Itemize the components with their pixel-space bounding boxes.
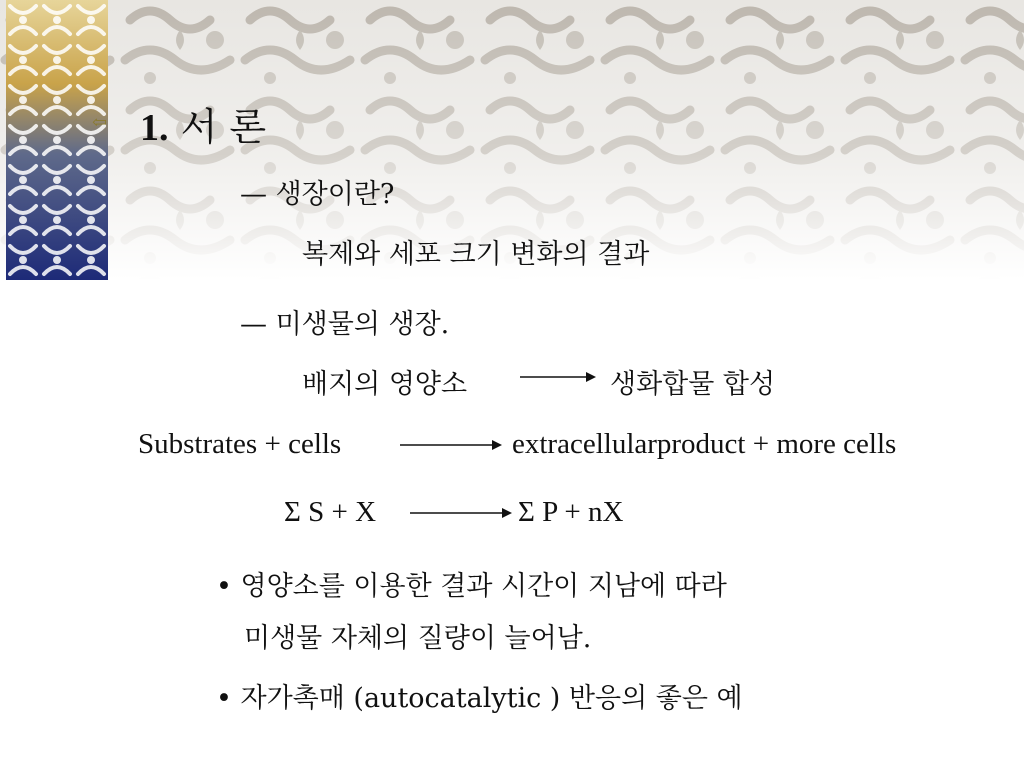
equation2-right: Σ P + nX (518, 496, 624, 528)
equation2-left: Σ S + X (284, 496, 377, 528)
bullet1-line1: • 영양소를 이용한 결과 시간이 지남에 따라 (216, 571, 727, 602)
bullet2-line: • 자가촉매 (autocatalytic ) 반응의 좋은 예 (216, 683, 743, 714)
title-number: 1. (140, 107, 169, 149)
question-line: — 생장이란? (240, 179, 395, 210)
microbe-growth-line: — 미생물의 생장. (240, 309, 450, 340)
bullet1-line2: 미생물 자체의 질량이 늘어남. (244, 623, 592, 654)
biosynthesis-label: 생화합물 합성 (610, 369, 776, 400)
slide-title (140, 96, 266, 151)
equation1-left: Substrates + cells (138, 428, 342, 460)
equation1-right: extracellularproduct + more cells (512, 428, 897, 460)
title-bullet-icon: ⇦ (92, 112, 108, 133)
equation1-arrow-icon (400, 438, 502, 452)
title-text: 서 론 (180, 105, 267, 149)
definition-line: 복제와 세포 크기 변화의 결과 (302, 239, 650, 270)
ornamental-side-band (6, 0, 108, 280)
equation2-arrow-icon (410, 506, 512, 520)
nutrient-arrow-icon (520, 370, 596, 384)
nutrient-label: 배지의 영양소 (302, 369, 468, 400)
